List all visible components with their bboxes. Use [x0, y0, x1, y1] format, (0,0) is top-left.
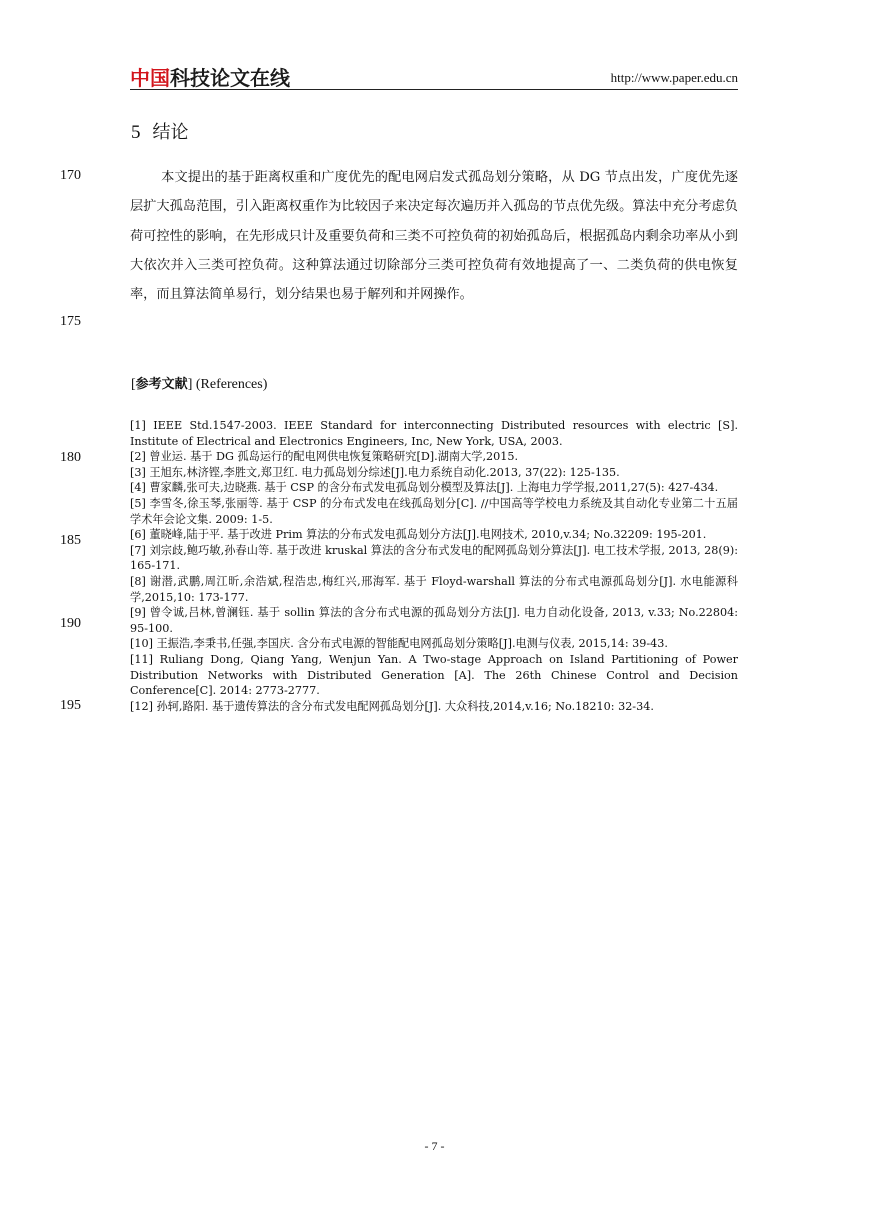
reference-item: [9] 曾令诚,吕林,曾澜钰. 基于 sollin 算法的含分布式电源的孤岛划分方法[J]. 电力自动化设备, 2013, v.33; No.22804: 95-100.: [130, 606, 738, 635]
reference-item: [10] 王振浩,李秉书,任强,李国庆. 含分布式电源的智能配电网孤岛划分策略[J].电测与仪表, 2015,14: 39-43.: [130, 637, 668, 651]
line-number: 195: [60, 698, 81, 713]
reference-item: [12] 孙轲,路阳. 基于遗传算法的含分布式发电配网孤岛划分[J]. 大众科技,2014,v.16; No.18210: 32-34.: [130, 699, 654, 713]
reference-item: [5] 李雪冬,徐玉琴,张丽等. 基于 CSP 的分布式发电在线孤岛划分[C]. //中国高等学校电力系统及其自动化专业第二十五届学术年会论文集. 2009: 1-5.: [130, 496, 738, 526]
section-title: 结论: [152, 122, 189, 143]
reference-item: [8] 谢潜,武鹏,周江昕,余浩斌,程浩忠,梅红兴,邢海军. 基于 Floyd-warshall 算法的分布式电源孤岛划分[J]. 水电能源科学,2015,10: 173-177.: [130, 574, 738, 604]
reference-item: [11] Ruliang Dong, Qiang Yang, Wenjun Yan. A Two-stage Approach on Island Partitioning of Power Distribution Networks with Distributed Generation [A]. The 26th Chinese Control and Decision Conference[C]. 2014: 2773-2777.: [130, 652, 738, 698]
reference-item: [2] 曾业运. 基于 DG 孤岛运行的配电网供电恢复策略研究[D].湖南大学,2015.: [130, 450, 519, 464]
line-number: 185: [60, 533, 81, 548]
section-number: 5: [131, 122, 141, 143]
header-url[interactable]: http://www.paper.edu.cn: [610, 70, 738, 85]
line-number: 190: [60, 616, 81, 631]
page-header: [130, 62, 738, 88]
reference-item: [4] 曹家麟,张可夫,边晓燕. 基于 CSP 的含分布式发电孤岛划分模型及算法[J]. 上海电力学学报,2011,27(5): 427-434.: [130, 481, 719, 495]
page-number: - 7 -: [424, 1139, 445, 1153]
references-heading: [参考文献] (References): [131, 377, 268, 392]
reference-item: [1] IEEE Std.1547-2003. IEEE Standard for interconnecting Distributed resources with electric [S]. Institute of Electrical and Electronics Engineers, Inc, New York, USA, 2003.: [130, 419, 738, 448]
logo-black-text: 科技论文在线: [170, 66, 290, 90]
site-logo: [130, 62, 290, 91]
header-rule: [130, 89, 738, 90]
reference-item: [7] 刘宗歧,鲍巧敏,孙春山等. 基于改进 kruskal 算法的含分布式发电的配网孤岛划分算法[J]. 电工技术学报, 2013, 28(9): 165-171.: [130, 543, 738, 573]
conclusion-text: 本文提出的基于距离权重和广度优先的配电网启发式孤岛划分策略，从 DG 节点出发，广度优先逐层扩大孤岛范围，引入距离权重作为比较因子来决定每次遍历并入孤岛的节点优先级。算法中充分考虑负荷可控性的影响，在先形成只计及重要负荷和三类不可控负荷的初始孤岛后，根据孤岛内剩余功率从小到大依次并入三类可控负荷。这种算法通过切除部分三类可控负荷有效地提高了一、二类负荷的供电恢复率，而且算法简单易行，划分结果也易于解列和并网操作。: [130, 170, 738, 303]
reference-item: [6] 董晓峰,陆于平. 基于改进 Prim 算法的分布式发电孤岛划分方法[J].电网技术, 2010,v.34; No.32209: 195-201.: [130, 528, 707, 542]
reference-list: [130, 418, 738, 714]
section-heading: [131, 118, 189, 144]
references-heading-bold: 参考文献: [135, 377, 188, 392]
logo-red-text: 中国: [130, 66, 170, 90]
reference-item: [3] 王旭东,林济铿,李胜文,郑卫红. 电力孤岛划分综述[J].电力系统自动化.2013, 37(22): 125-135.: [130, 465, 620, 479]
conclusion-paragraph: [130, 163, 738, 309]
line-number: 180: [60, 450, 81, 465]
line-number: 175: [60, 314, 81, 329]
line-number: 170: [60, 168, 81, 183]
